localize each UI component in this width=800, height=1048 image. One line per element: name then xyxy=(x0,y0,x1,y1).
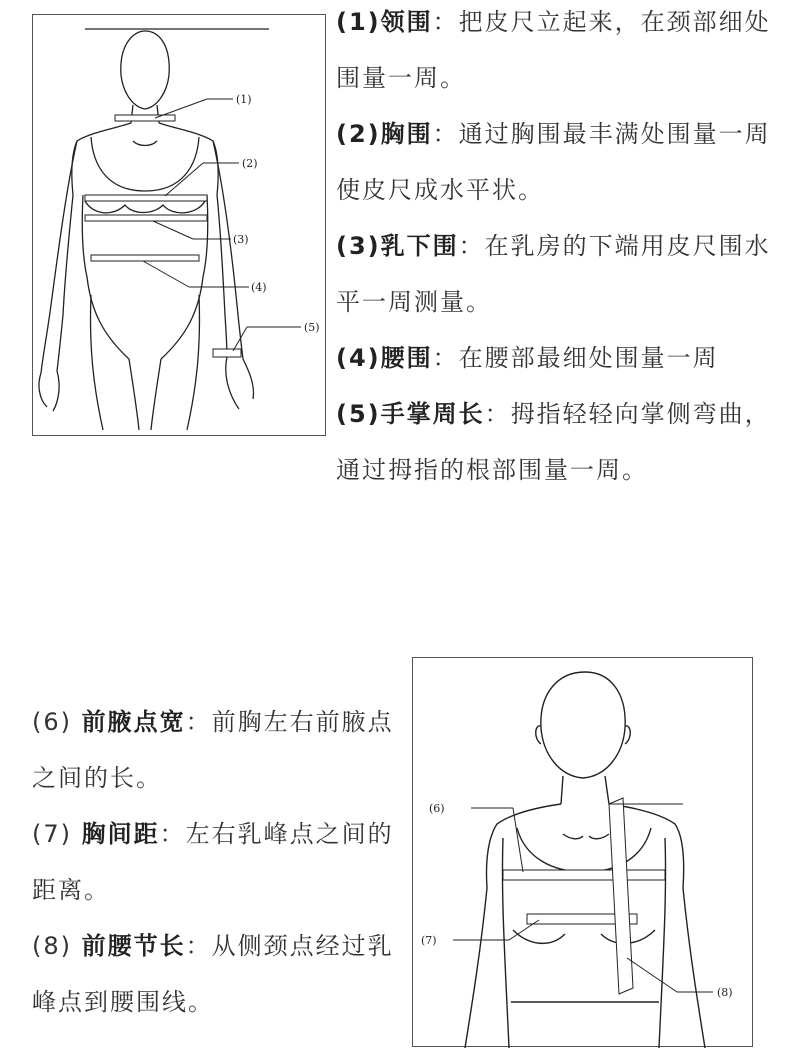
label-6: (6) xyxy=(429,802,445,815)
item-bust-point-distance xyxy=(32,806,402,918)
item-num: (3) xyxy=(336,232,381,260)
item-sep: ： xyxy=(432,344,459,372)
item-num: (6) xyxy=(32,708,82,736)
measurement-list-2 xyxy=(32,694,402,1030)
item-term: 腰围 xyxy=(380,344,433,372)
label-3: (3) xyxy=(233,233,249,246)
label-2: (2) xyxy=(242,157,258,170)
item-num: (7) xyxy=(32,820,82,848)
figure-torso-measurements xyxy=(412,657,753,1047)
item-desc: 把皮尺立起来，在颈部细处围量一周。 xyxy=(336,8,771,92)
label-5: (5) xyxy=(304,321,320,334)
body-diagram xyxy=(33,15,327,437)
item-underbust xyxy=(336,218,776,330)
item-bust xyxy=(336,106,776,218)
item-num: (2) xyxy=(336,120,381,148)
item-sep: ： xyxy=(185,708,212,736)
item-desc: 通过胸围最丰满处围量一周使皮尺成水平状。 xyxy=(336,120,771,204)
item-sep: ： xyxy=(159,820,186,848)
item-front-axilla-width xyxy=(32,694,402,806)
item-neck xyxy=(336,0,776,106)
item-num: (8) xyxy=(32,932,82,960)
item-sep: ： xyxy=(185,932,212,960)
item-desc: 从侧颈点经过乳峰点到腰围线。 xyxy=(32,932,394,1016)
item-sep: ： xyxy=(432,8,459,36)
item-desc: 拇指轻轻向掌侧弯曲，通过拇指的根部围量一周。 xyxy=(336,400,771,484)
item-term: 胸间距 xyxy=(81,820,160,848)
measurement-list-1 xyxy=(336,0,776,498)
label-8: (8) xyxy=(717,986,733,999)
item-num: (5) xyxy=(336,400,381,428)
item-desc: 在乳房的下端用皮尺围水平一周测量。 xyxy=(336,232,771,316)
item-desc: 在腰部最细处围量一周 xyxy=(458,344,719,372)
item-term: 手掌周长 xyxy=(380,400,485,428)
item-desc: 前胸左右前腋点之间的长。 xyxy=(32,708,394,792)
label-7: (7) xyxy=(421,934,437,947)
item-term: 前腋点宽 xyxy=(81,708,186,736)
item-term: 乳下围 xyxy=(380,232,459,260)
item-sep: ： xyxy=(432,120,459,148)
item-waist xyxy=(336,330,776,386)
item-palm xyxy=(336,386,776,498)
item-sep: ： xyxy=(484,400,511,428)
item-desc: 左右乳峰点之间的距离。 xyxy=(32,820,394,904)
label-4: (4) xyxy=(251,281,267,294)
torso-diagram xyxy=(413,658,754,1048)
item-term: 领围 xyxy=(380,8,433,36)
label-1: (1) xyxy=(236,93,252,106)
item-num: (4) xyxy=(336,344,381,372)
item-front-waist-length xyxy=(32,918,402,1030)
figure-body-measurements xyxy=(32,14,326,436)
item-term: 前腰节长 xyxy=(81,932,186,960)
item-num: (1) xyxy=(336,8,381,36)
item-sep: ： xyxy=(458,232,485,260)
item-term: 胸围 xyxy=(380,120,433,148)
